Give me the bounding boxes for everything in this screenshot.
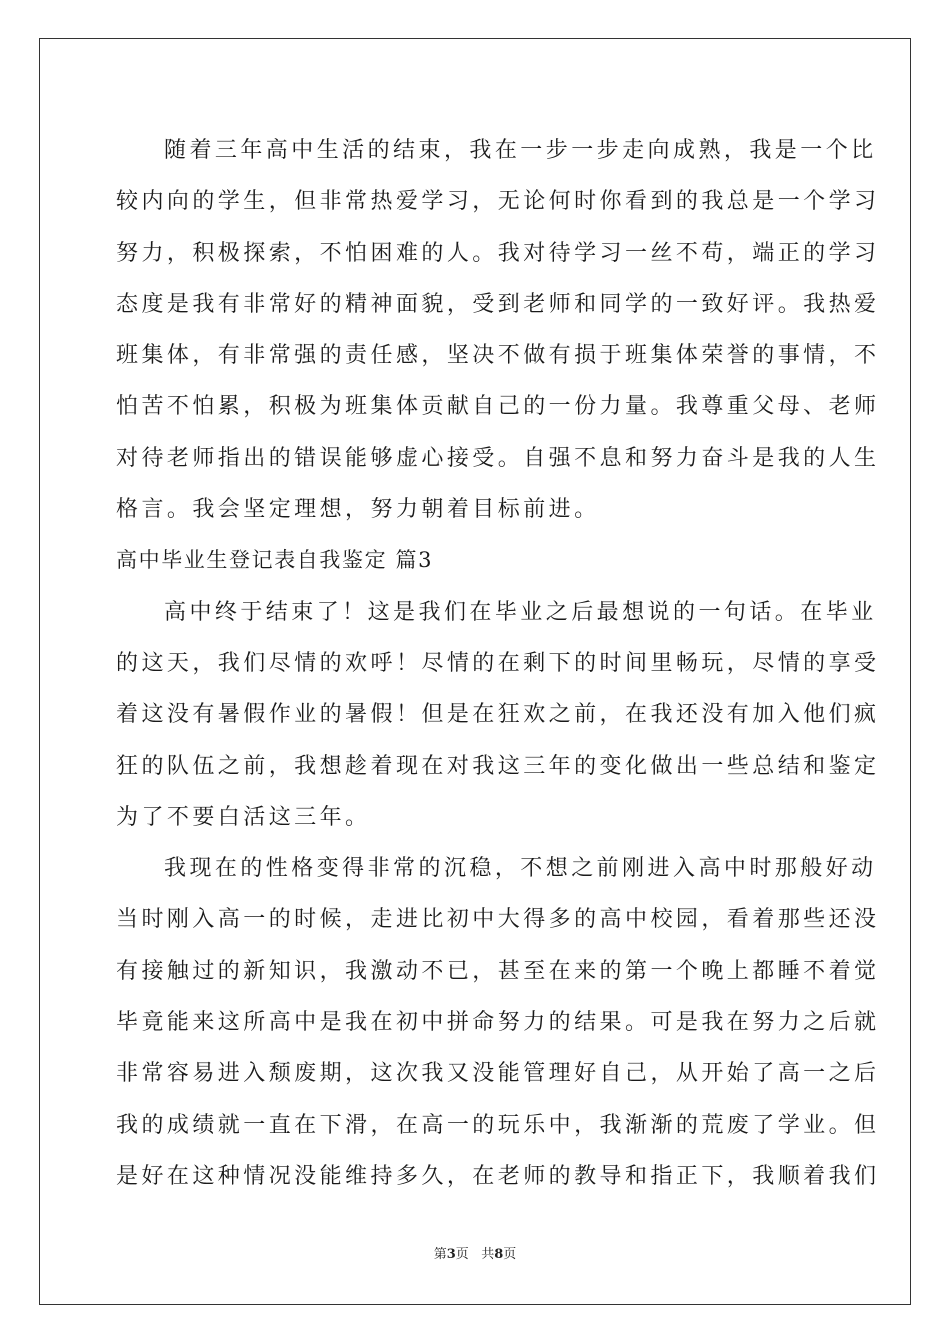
text-line: 怕苦不怕累，积极为班集体贡献自己的一份力量。我尊重父母、老师	[116, 394, 880, 420]
page-footer	[0, 1246, 950, 1264]
text-line: 格言。我会坚定理想，努力朝着目标前进。	[116, 497, 600, 523]
text-line: 态度是我有非常好的精神面貌，受到老师和同学的一致好评。我热爱	[116, 291, 880, 317]
document-body	[116, 125, 880, 1202]
text-line: 是好在这种情况没能维持多久，在老师的教导和指正下，我顺着我们	[116, 1163, 880, 1189]
text-line: 狂的队伍之前，我想趁着现在对我这三年的变化做出一些总结和鉴定	[116, 753, 880, 779]
text-line: 毕竟能来这所高中是我在初中拼命努力的结果。可是我在努力之后就	[116, 1010, 880, 1036]
text-line: 为了不要白活这三年。	[116, 804, 371, 830]
text-line: 我现在的性格变得非常的沉稳，不想之前刚进入高中时那般好动	[164, 856, 877, 882]
text-line: 的这天，我们尽情的欢呼！尽情的在剩下的时间里畅玩，尽情的享受	[116, 650, 880, 676]
footer-prefix: 第	[433, 1247, 447, 1262]
text-line: 我的成绩就一直在下滑，在高一的玩乐中，我渐渐的荒废了学业。但	[116, 1112, 880, 1138]
footer-suffix: 页	[503, 1247, 517, 1262]
current-page-number: 3	[446, 1247, 456, 1262]
paragraph-2	[116, 587, 880, 843]
footer-middle: 页 共	[455, 1247, 495, 1262]
paragraph-1	[116, 125, 880, 535]
text-line: 着这没有暑假作业的暑假！但是在狂欢之前，在我还没有加入他们疯	[116, 702, 880, 728]
text-line: 随着三年高中生活的结束，我在一步一步走向成熟，我是一个比	[164, 138, 877, 163]
text-line: 对待老师指出的错误能够虚心接受。自强不息和努力奋斗是我的人生	[116, 445, 880, 471]
text-line: 高中终于结束了！这是我们在毕业之后最想说的一句话。在毕业	[164, 599, 877, 625]
total-pages-number: 8	[494, 1247, 504, 1262]
text-line: 有接触过的新知识，我激动不已，甚至在来的第一个晚上都睡不着觉	[116, 958, 880, 984]
text-line: 较内向的学生，但非常热爱学习，无论何时你看到的我总是一个学习	[116, 189, 880, 215]
text-line: 当时刚入高一的时候，走进比初中大得多的高中校园，看着那些还没	[116, 907, 880, 933]
text-line: 班集体，有非常强的责任感，坚决不做有损于班集体荣誉的事情，不	[116, 343, 880, 369]
text-line: 努力，积极探索，不怕困难的人。我对待学习一丝不苟，端正的学习	[116, 240, 880, 266]
paragraph-3	[116, 843, 880, 1202]
text-line: 非常容易进入颓废期，这次我又没能管理好自己，从开始了高一之后	[116, 1061, 880, 1087]
section-heading: 高中毕业生登记表自我鉴定 篇3	[116, 548, 434, 573]
